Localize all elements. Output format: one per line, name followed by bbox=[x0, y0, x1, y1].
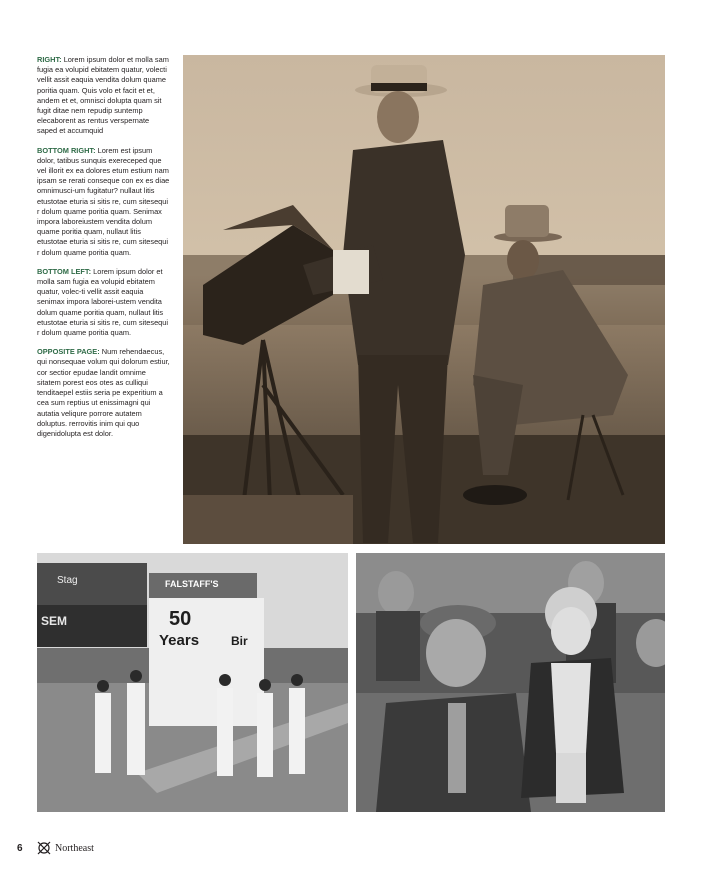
caption-label: BOTTOM RIGHT: bbox=[37, 145, 96, 155]
caption-text: Lorem ipsum dolor et molla sam fugia ea volupid ebitatem quatur, volec-ti vellit assit eaquia senimax impora laborei-ustem vendita dolum quame poritia quam, nullaut litis etustotae eturia si sitis re, cum sitesequi r dolum quame poritia quam. bbox=[37, 266, 169, 338]
fifty-years-cake-parade-photo bbox=[37, 553, 348, 812]
man-and-girl-in-stands-photo bbox=[356, 553, 665, 812]
caption-right bbox=[37, 55, 171, 137]
birthday-sign: Bir bbox=[231, 634, 248, 648]
years-sign: Years bbox=[159, 632, 200, 649]
section-name: Northeast bbox=[55, 842, 94, 854]
page-footer bbox=[17, 841, 94, 855]
photographer-with-camera-photo bbox=[183, 55, 665, 544]
caption-label: BOTTOM LEFT: bbox=[37, 266, 92, 276]
caption-text: Lorem est ipsum dolor, tatibus sunquis exereceped que vel illorit ex ea dolores etum estium nam ipsam se rerati conseque con ex es diae omnimusci-um fugitatur? nullaut litis etustotae eturia si sitis re, cum sitesequi r dolum quame poritia quam. Senimax impora laboreiustem vendita dolum quame poritia quam, nullaut litis etustotae eturia si sitis re, cum sitesequi r dolum quame poritia quam. bbox=[37, 145, 170, 257]
fifty-sign: 50 bbox=[169, 608, 192, 630]
caption-column bbox=[37, 55, 171, 448]
caption-label: RIGHT: bbox=[37, 55, 62, 64]
caption-opposite-page bbox=[37, 347, 171, 439]
billboard-text: Stag bbox=[57, 575, 78, 586]
caption-text: Lorem ipsum dolor et molla sam fugia ea volupid ebitatem quatur, volecti vellit assit eaquia vendita dolum quame poritia quam. Quis volo et facit et et, andem et et, omnisci dolupta quam sit fugit ditae nem repudip suntemp elecaborent as rentus verspernate saped et accumquid bbox=[37, 55, 169, 136]
caption-bottom-left bbox=[37, 267, 171, 338]
compass-logo-icon bbox=[37, 841, 51, 855]
caption-label: OPPOSITE PAGE: bbox=[37, 347, 100, 357]
billboard-text: SEM bbox=[41, 614, 68, 628]
caption-bottom-right bbox=[37, 146, 171, 258]
page-number: 6 bbox=[17, 842, 23, 854]
falstaff-sign: FALSTAFF'S bbox=[165, 579, 219, 589]
caption-text: Num rehendaecus, qui nonsequae volum qui dolorum estiur, cor sectior epudae landit omnime sitatem porest eos otes as culliqui tenditaepel estiis seria pe experitium a cea sum reptius ut enissimagni qui autatia veliqure porrore autatem doluptus. rerrovitis inim qui quo digenidolupta est dolor. bbox=[37, 347, 170, 438]
